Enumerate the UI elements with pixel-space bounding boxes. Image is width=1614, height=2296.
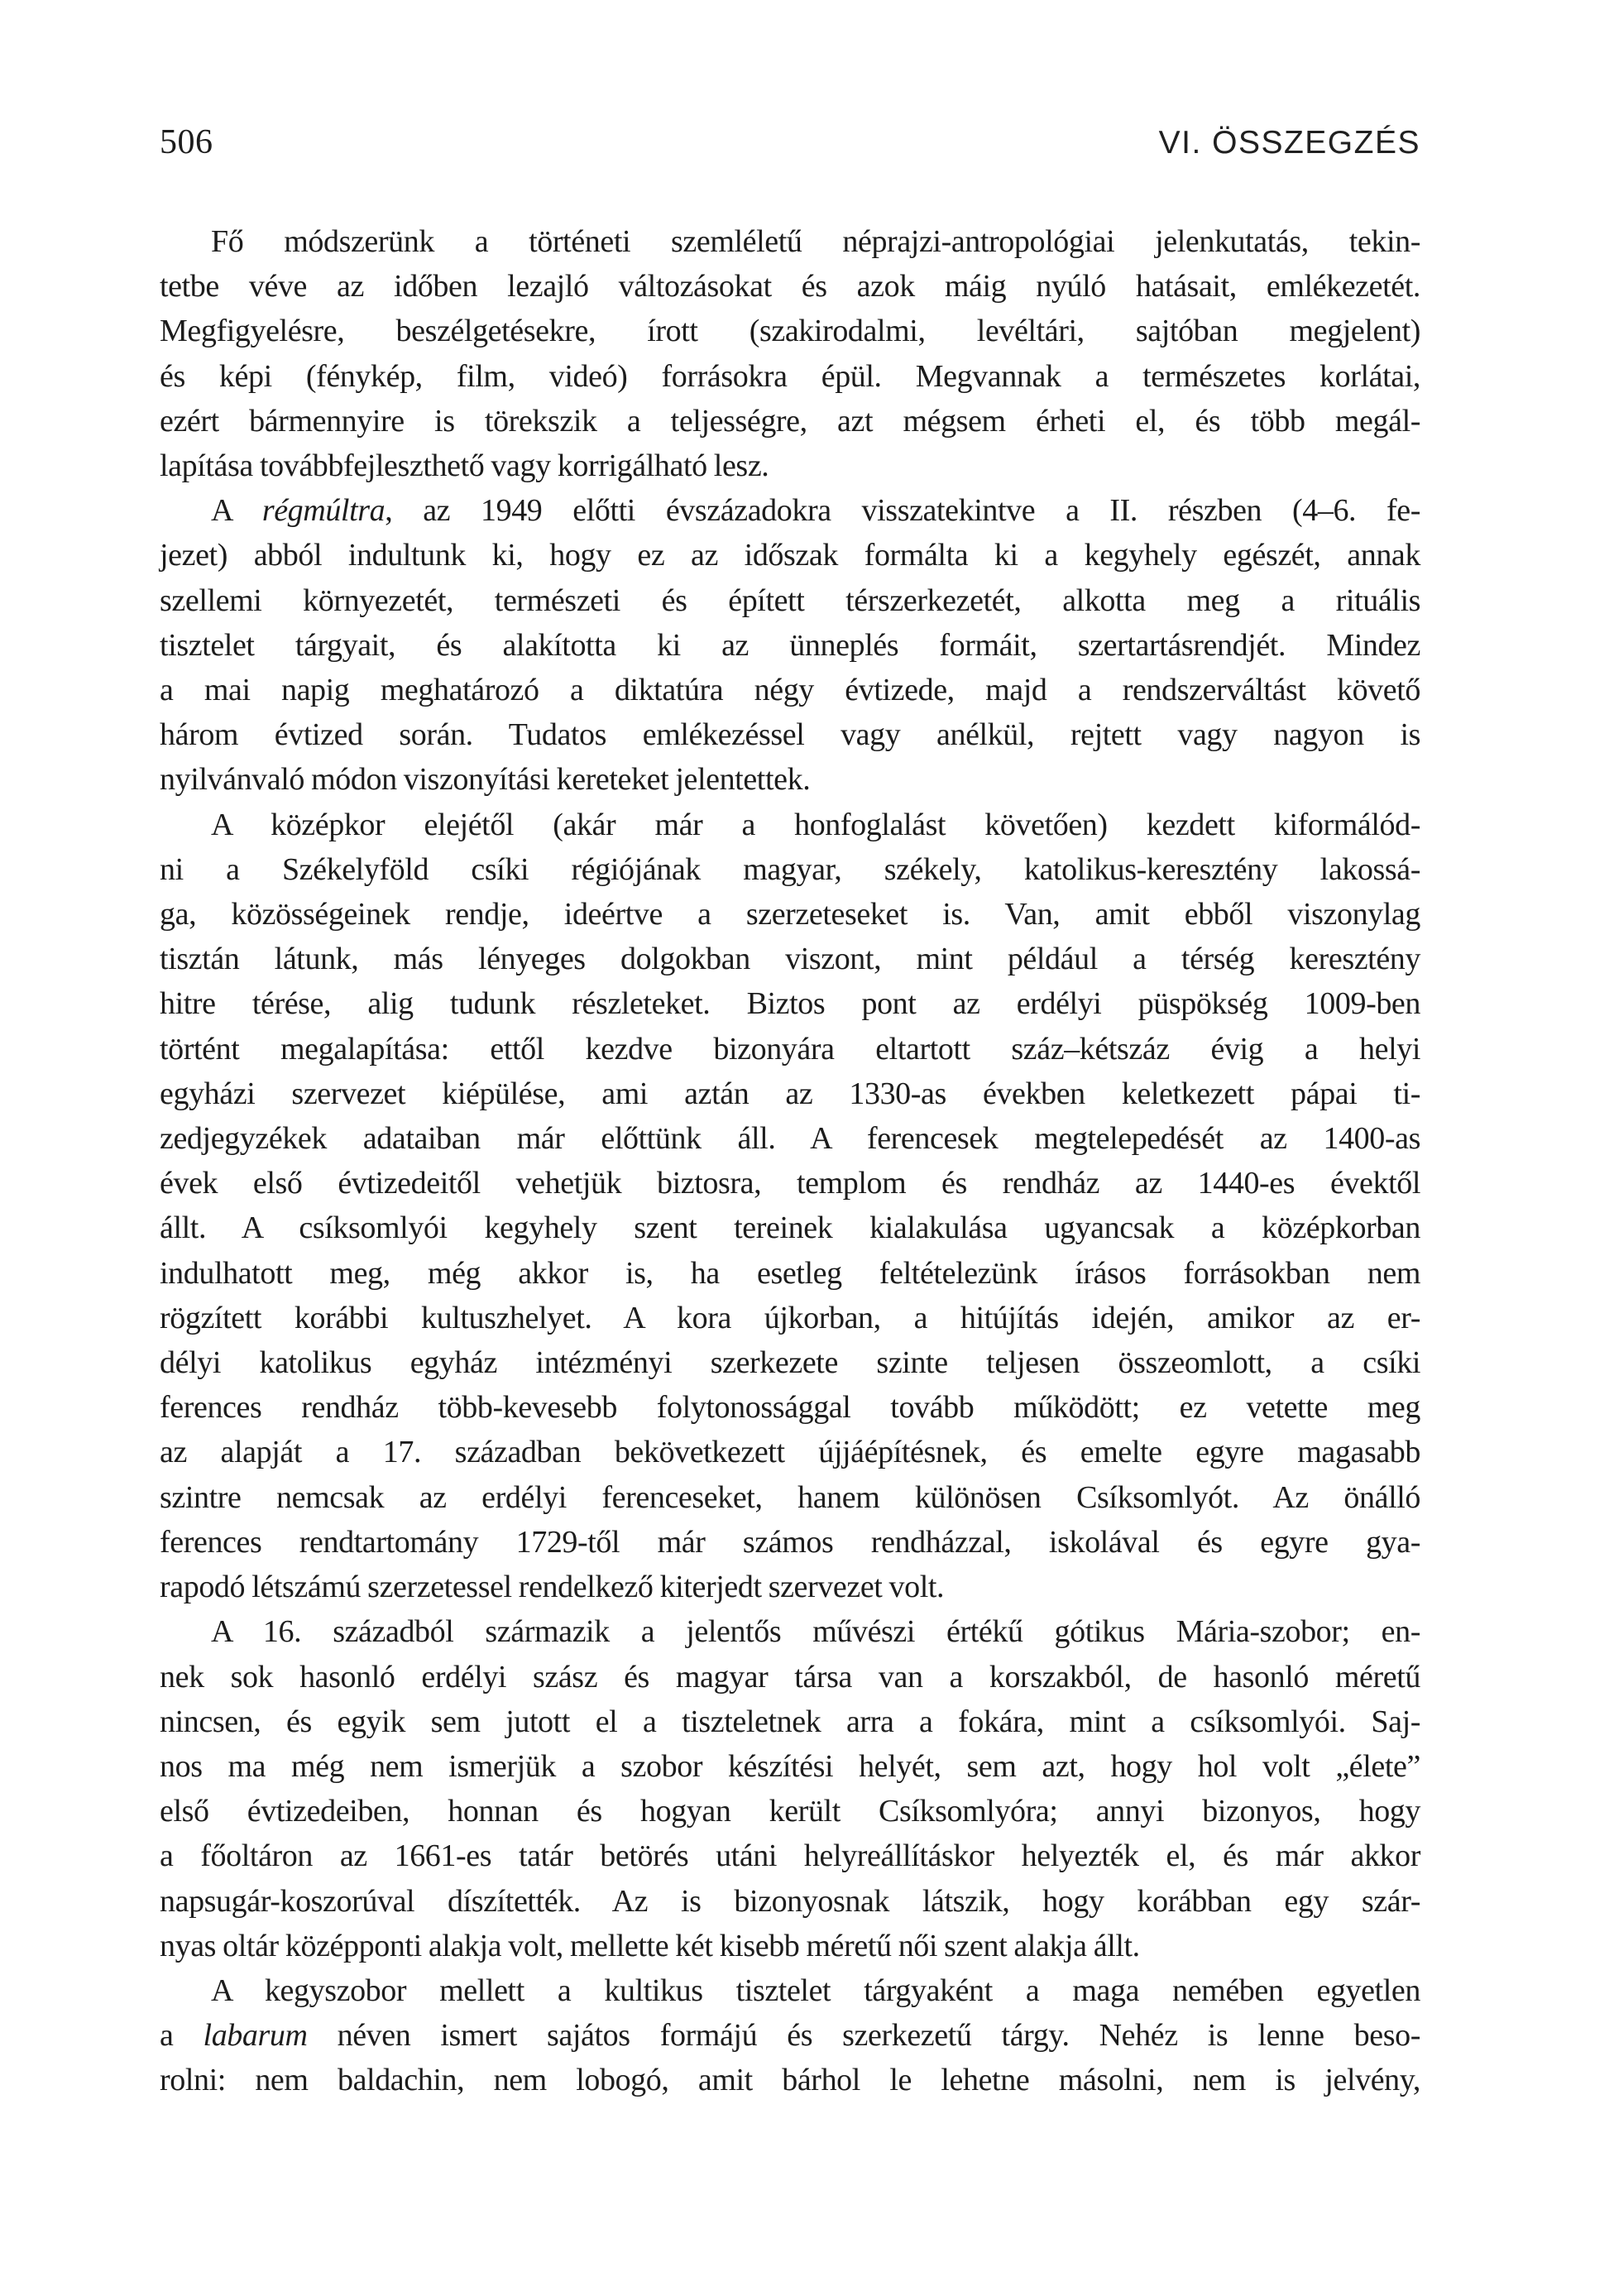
text-line [160,354,1420,399]
page-number: 506 [160,123,213,161]
text-segment: ferences rendtartomány 1729-től már számos rendházzal, iskolával és egyre gya- [160,1524,1420,1560]
text-segment: A középkor elejétől (akár már a honfoglalást követően) kezdett kiformálód- [211,807,1420,842]
text-segment: állt. A csíksomlyói kegyhely szent tereinek kialakulása ugyancsak a középkorban [160,1210,1420,1246]
text-line [160,1789,1420,1833]
text-segment: a mai napig meghatározó a diktatúra négy évtizede, majd a rendszerváltást követő [160,673,1420,708]
text-segment: rapodó létszámú szerzetessel rendelkező kiterjedt szervezet volt. [160,1570,945,1605]
text-line [160,981,1420,1026]
text-line [160,623,1420,668]
text-line [160,1833,1420,1878]
text-line [160,1161,1420,1206]
text-segment: nyas oltár középponti alakja volt, mellette két kisebb méretű női szent alakja állt. [160,1928,1140,1963]
text-segment: ezért bármennyire is törekszik a teljességre, azt mégsem érheti el, és több megál- [160,403,1420,439]
text-line [160,1385,1420,1430]
text-segment: szintre nemcsak az erdélyi ferenceseket, hanem különösen Csíksomlyót. Az önálló [160,1479,1420,1515]
italic-term: labarum [203,2018,308,2054]
text-segment: három évtized során. Tudatos emlékezéssel vagy anélkül, rejtett vagy nagyon is [160,717,1420,753]
page-header [160,122,1420,162]
text-line [160,1116,1420,1161]
text-line [160,1296,1420,1340]
text-segment: A 16. századból származik a jelentős művészi értékű gótikus Mária-szobor; en- [211,1614,1420,1650]
text-segment: a főoltáron az 1661-es tatár betörés utáni helyreállításkor helyezték el, és már akkor [160,1838,1420,1874]
text-segment: évek első évtizedeitől vehetjük biztosra, templom és rendház az 1440-es évektől [160,1166,1420,1201]
text-segment: napsugár-koszorúval díszítették. Az is bizonyosnak látszik, hogy korábban egy szár- [160,1883,1420,1919]
text-segment: lapítása továbbfejleszthető vagy korrigálható lesz. [160,448,769,484]
text-line [160,1251,1420,1296]
text-segment: nos ma még nem ismerjük a szobor készítési helyét, sem azt, hogy hol volt „élete” [160,1748,1420,1784]
text-segment: jezet) abból indultunk ki, hogy ez az időszak formálta ki a kegyhely egészét, annak [160,538,1420,573]
text-line [160,2058,1420,2102]
text-segment: egyházi szervezet kiépülése, ami aztán az 1330-as években keletkezett pápai ti- [160,1076,1420,1111]
text-segment: nek sok hasonló erdélyi szász és magyar társa van a korszakból, de hasonló méretű [160,1659,1420,1694]
text-segment: délyi katolikus egyház intézményi szerkezete szinte teljesen összeomlott, a csíki [160,1345,1420,1381]
text-segment: az alapját a 17. században bekövetkezett újjáépítésnek, és emelte egyre magasabb [160,1435,1420,1470]
text-line [160,1475,1420,1520]
text-line [160,668,1420,712]
text-segment: A [211,493,262,529]
text-segment: hitre térése, alig tudunk részleteket. Biztos pont az erdélyi püspökség 1009-ben [160,986,1420,1022]
text-segment: Megfigyelésre, beszélgetésekre, írott (szakirodalmi, levéltári, sajtóban megjelent) [160,314,1420,349]
text-segment: ga, közösségeinek rendje, ideértve a szerzeteseket is. Van, amit ebből viszonylag [160,897,1420,932]
text-segment: néven ismert sajátos formájú és szerkezetű tárgy. Nehéz is lenne beso- [307,2018,1420,2054]
text-segment: Fő módszerünk a történeti szemléletű néprajzi-antropológiai jelenkutatás, tekin- [211,224,1420,259]
text-line [160,1206,1420,1250]
text-segment: zedjegyzékek adataiban már előttünk áll. A ferencesek megtelepedését az 1400-as [160,1121,1420,1157]
text-line [160,1430,1420,1474]
text-segment: ni a Székelyföld csíki régiójának magyar, székely, katolikus-keresztény lakossá- [160,851,1420,887]
text-segment: tisztán látunk, más lényeges dolgokban viszont, mint például a térség keresztény [160,942,1420,977]
text-line [160,937,1420,981]
running-header: VI. ÖSSZEGZÉS [1158,125,1420,161]
text-segment: ferences rendház több-kevesebb folytonossággal tovább működött; ez vetette meg [160,1390,1420,1426]
text-segment: A kegyszobor mellett a kultikus tisztelet tárgyaként a maga nemében egyetlen [211,1972,1420,2008]
text-line [160,1924,1420,1968]
text-segment: nyilvánvaló módon viszonyítási kereteket jelentettek. [160,762,811,798]
text-segment: rolni: nem baldachin, nem lobogó, amit bárhol le lehetne másolni, nem is jelvény, [160,2063,1420,2098]
text-segment: tetbe véve az időben lezajló változásokat és azok máig nyúló hatásait, emlékezetét. [160,269,1420,304]
text-line [160,1609,1420,1654]
text-line [160,578,1420,623]
text-segment: és képi (fénykép, film, videó) forrásokra épül. Megvannak a természetes korlátai, [160,358,1420,394]
text-line [160,1565,1420,1609]
text-line [160,533,1420,578]
text-line [160,1879,1420,1924]
text-segment: a [160,2018,204,2054]
text-segment: történt megalapítása: ettől kezdve bizonyára eltartott száz–kétszáz évig a helyi [160,1031,1420,1067]
text-line [160,1968,1420,2013]
text-segment: , az 1949 előtti évszázadokra visszatekintve a II. részben (4–6. fe- [385,493,1421,529]
text-line [160,1655,1420,1699]
text-line [160,443,1420,488]
text-line [160,757,1420,802]
text-line [160,892,1420,937]
text-line [160,1071,1420,1116]
text-segment: szellemi környezetét, természeti és épített térszerkezetét, alkotta meg a rituális [160,582,1420,618]
text-segment: rögzített korábbi kultuszhelyet. A kora újkorban, a hitújítás idején, amikor az er- [160,1300,1420,1335]
text-line [160,309,1420,353]
text-line [160,847,1420,892]
text-segment: első évtizedeiben, honnan és hogyan került Csíksomlyóra; annyi bizonyos, hogy [160,1794,1420,1829]
text-line [160,1699,1420,1744]
text-line [160,1520,1420,1565]
text-line [160,264,1420,309]
text-line [160,712,1420,757]
text-line [160,219,1420,264]
body-text [160,219,1420,2103]
text-segment: nincsen, és egyik sem jutott el a tiszteletnek arra a fokára, mint a csíksomlyói. Saj- [160,1704,1420,1739]
text-line [160,1027,1420,1071]
text-line [160,1340,1420,1385]
text-segment: tisztelet tárgyait, és alakította ki az ünneplés formáit, szertartásrendjét. Mindez [160,627,1420,663]
italic-term: régmúltra [261,493,386,529]
text-line [160,2013,1420,2058]
text-line [160,1744,1420,1789]
text-line [160,399,1420,443]
text-line [160,488,1420,533]
text-segment: indulhatott meg, még akkor is, ha esetleg feltételezünk írásos forrásokban nem [160,1255,1420,1291]
text-line [160,803,1420,847]
